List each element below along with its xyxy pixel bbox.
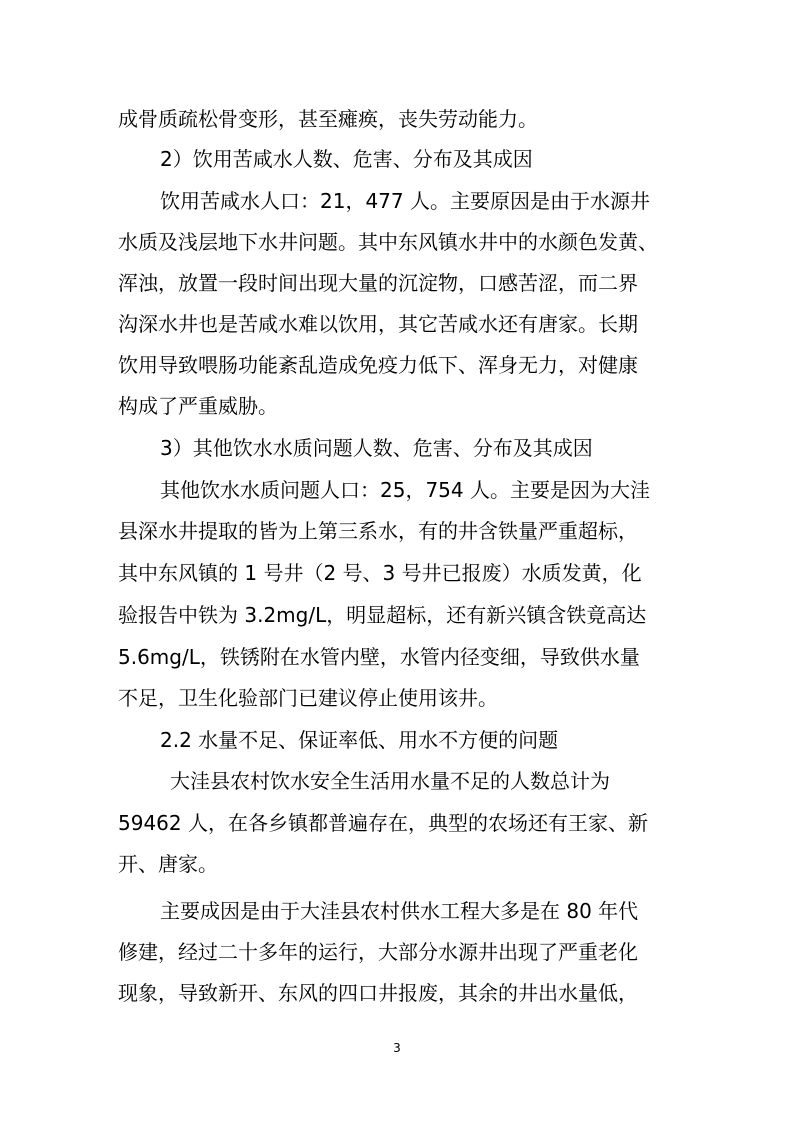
text-line: 构成了严重威胁。 — [118, 394, 278, 418]
text-line: 其他饮水水质问题人口：25，754 人。主要是因为大洼 — [160, 478, 650, 502]
page-number: 3 — [393, 1041, 401, 1055]
text-line: 县深水井提取的皆为上第三系水，有的井含铁量严重超标， — [118, 519, 638, 543]
text-line: 饮用导致喂肠功能紊乱造成免疫力低下、浑身无力，对健康 — [118, 353, 638, 377]
section-heading: 2.2 水量不足、保证率低、用水不方便的问题 — [160, 728, 559, 752]
text-line: 验报告中铁为 3.2mg/L，明显超标，还有新兴镇含铁竟高达 — [118, 603, 647, 627]
text-line: 饮用苦咸水人口：21，477 人。主要原因是由于水源井 — [160, 189, 650, 213]
text-line: 水质及浅层地下水井问题。其中东风镇水井中的水颜色发黄、 — [118, 230, 658, 254]
text-line: 开、唐家。 — [118, 852, 218, 876]
text-line: 5.6mg/L，铁锈附在水管内壁，水管内径变细，导致供水量 — [118, 645, 640, 669]
text-line: 其中东风镇的 1 号井（2 号、3 号井已报废）水质发黄，化 — [118, 561, 642, 585]
text-line: 不足，卫生化验部门已建议停止使用该井。 — [118, 686, 498, 710]
text-line: 成骨质疏松骨变形，甚至瘫痪，丧失劳动能力。 — [118, 107, 538, 131]
section-heading: 3）其他饮水水质问题人数、危害、分布及其成因 — [160, 436, 593, 460]
text-line: 主要成因是由于大洼县农村供水工程大多是在 80 年代 — [160, 899, 639, 923]
text-line: 沟深水井也是苦咸水难以饮用，其它苦咸水还有唐家。长期 — [118, 312, 638, 336]
text-line: 59462 人，在各乡镇都普遍存在，典型的农场还有王家、新 — [118, 811, 648, 835]
text-line: 大洼县农村饮水安全生活用水量不足的人数总计为 — [170, 769, 610, 793]
text-line: 现象，导致新开、东风的四口井报废，其余的井出水量低， — [118, 981, 638, 1005]
section-heading: 2）饮用苦咸水人数、危害、分布及其成因 — [160, 147, 533, 171]
text-line: 修建，经过二十多年的运行，大部分水源井出现了严重老化 — [118, 940, 638, 964]
text-line: 浑浊，放置一段时间出现大量的沉淀物，口感苦涩，而二界 — [118, 271, 638, 295]
